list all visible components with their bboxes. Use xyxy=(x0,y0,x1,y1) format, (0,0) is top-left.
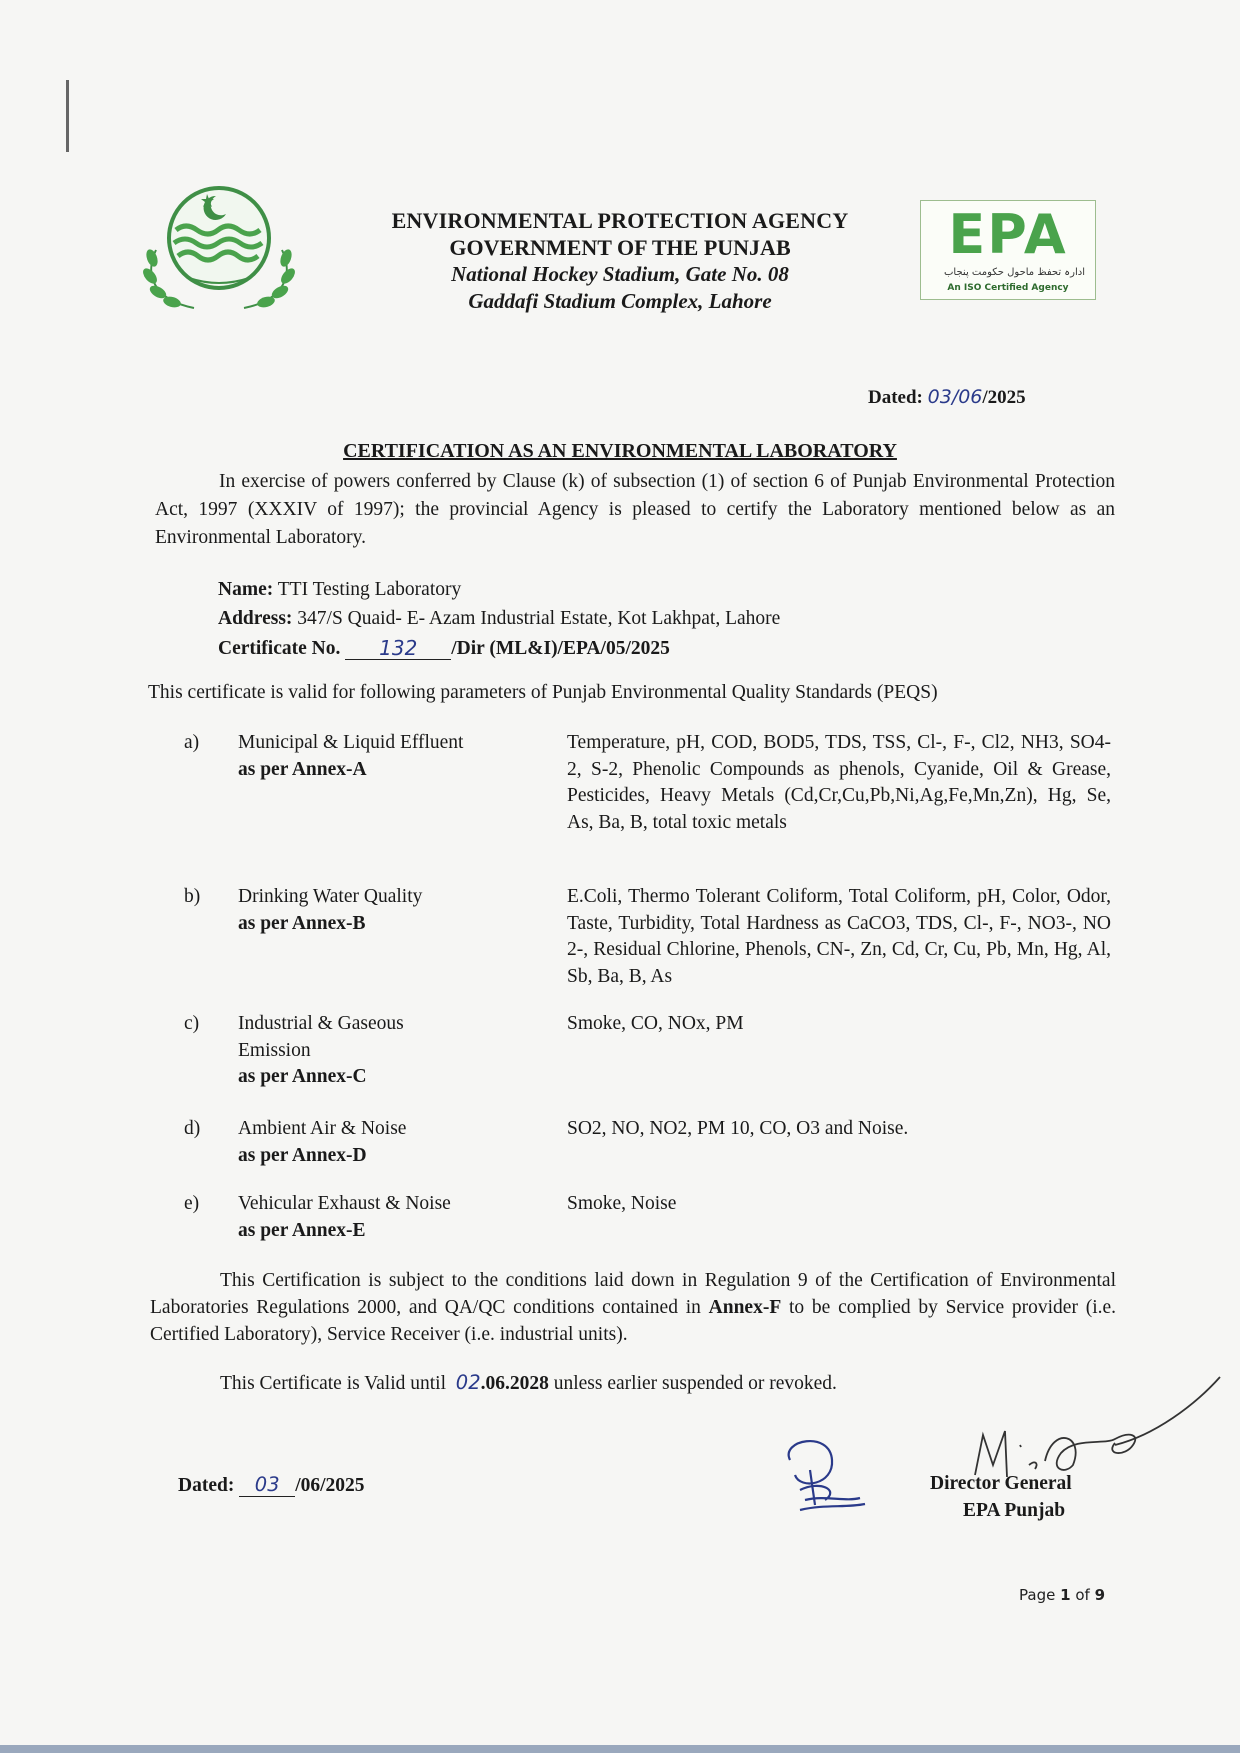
page-total: 9 xyxy=(1094,1586,1106,1604)
lab-address-line xyxy=(218,608,780,630)
row-category xyxy=(238,1191,538,1244)
category-annex: as per Annex-A xyxy=(238,758,367,780)
row-parameters: SO2, NO, NO2, PM 10, CO, O3 and Noise. xyxy=(567,1118,909,1139)
validity-line xyxy=(220,1371,837,1395)
lab-address: 347/S Quaid- E- Azam Industrial Estate, Kot Lakhpat, Lahore xyxy=(297,608,781,629)
epa-logo xyxy=(920,200,1096,300)
conditions-paragraph xyxy=(150,1267,1116,1348)
government-name: GOVERNMENT OF THE PUNJAB xyxy=(449,235,791,260)
signatory-org: EPA Punjab xyxy=(963,1500,1066,1521)
row-parameters: Smoke, Noise xyxy=(567,1193,677,1214)
certificate-number-handwritten: 132 xyxy=(345,637,451,660)
category-annex: as per Annex-B xyxy=(238,912,366,934)
category-annex: as per Annex-E xyxy=(238,1219,366,1241)
validity-text-after: unless earlier suspended or revoked. xyxy=(553,1373,837,1394)
dated-bottom-rest: /06/2025 xyxy=(295,1475,365,1496)
certificate-number-line xyxy=(218,637,670,660)
dated-top-label: Dated: xyxy=(868,387,923,408)
lab-name-label: Name: xyxy=(218,579,274,600)
dated-bottom-handwritten: 03 xyxy=(239,1473,295,1497)
validity-date-rest: .06.2028 xyxy=(480,1373,549,1394)
initials-signature xyxy=(770,1430,880,1520)
scan-edge-mark xyxy=(66,80,69,152)
row-letter: b) xyxy=(184,886,201,907)
category-name: Drinking Water Quality xyxy=(238,886,423,907)
page-label: Page xyxy=(1019,1586,1056,1604)
scan-bottom-edge xyxy=(0,1745,1240,1753)
row-parameters: E.Coli, Thermo Tolerant Coliform, Total Coliform, pH, Color, Odor, Taste, Turbidity, Total Hardness as CaCO3, TDS, Cl-, F-, NO3-, NO 2-, Residual Chlorine, Phenols, CN-, Zn, Cd, Cr, Cu, Pb, Mn, Hg, Al, Sb, Ba, B, As xyxy=(567,886,1111,987)
epa-logo-iso: An ISO Certified Agency xyxy=(947,283,1069,293)
dated-top-year: /2025 xyxy=(982,387,1026,408)
director-signature xyxy=(965,1365,1225,1485)
lab-name: TTI Testing Laboratory xyxy=(277,579,462,600)
valid-parameters-intro: This certificate is valid for following parameters of Punjab Environmental Quality Standards (PEQS) xyxy=(148,682,938,703)
agency-address-line2: Gaddafi Stadium Complex, Lahore xyxy=(468,289,772,313)
intro-paragraph: In exercise of powers conferred by Clause (k) of subsection (1) of section 6 of Punjab Environmental Protection Act, 1997 (XXXIV of 1997); the provincial Agency is pleased to certify the Laboratory mentioned below as an Environmental Laboratory. xyxy=(155,471,1115,548)
lab-address-label: Address: xyxy=(218,608,293,629)
lab-name-line xyxy=(218,579,461,601)
category-name-line2: Emission xyxy=(238,1039,311,1061)
dated-top-handwritten: 03/06 xyxy=(927,386,983,408)
page-number xyxy=(1019,1586,1105,1604)
row-category xyxy=(238,1011,538,1091)
epa-logo-urdu: ادارہ تحفظ ماحول حکومت پنجاب xyxy=(944,267,1085,278)
conditions-text-before: This Certification is subject to the conditions laid down in Regulation 9 of the Certification of Environmental Laboratories Regulations 2000, and QA/QC conditions contained in xyxy=(150,1270,1116,1318)
signatory-title: Director General xyxy=(930,1473,1072,1494)
certificate-number-suffix: /Dir (ML&I)/EPA/05/2025 xyxy=(451,638,670,659)
category-annex: as per Annex-C xyxy=(238,1066,367,1087)
category-annex: as per Annex-D xyxy=(238,1144,367,1166)
dated-top xyxy=(868,386,1026,409)
validity-date-handwritten: 02 xyxy=(455,1371,481,1394)
agency-address-line1: National Hockey Stadium, Gate No. 08 xyxy=(451,262,789,286)
epa-logo-text: EPA xyxy=(948,203,1068,266)
conditions-text-after: to be complied by Service provider (i.e. Certified Laboratory), Service Receiver (i.e. industrial units). xyxy=(150,1297,1117,1345)
row-letter: a) xyxy=(184,732,200,753)
row-parameters: Smoke, CO, NOx, PM xyxy=(567,1013,744,1034)
category-name-line1: Industrial & Gaseous xyxy=(238,1013,404,1034)
page-of: of xyxy=(1075,1586,1090,1604)
dated-bottom xyxy=(178,1473,365,1497)
row-parameters: Temperature, pH, COD, BOD5, TDS, TSS, Cl-, F-, Cl2, NH3, SO4-2, S-2, Phenolic Compounds as phenols, Cyanide, Oil & Grease, Pesticides, Heavy Metals (Cd,Cr,Cu,Pb,Ni,Ag,Fe,Mn,Zn), Hg, Se, As, Ba, B, total toxic metals xyxy=(567,732,1111,833)
agency-name: ENVIRONMENTAL PROTECTION AGENCY xyxy=(391,208,849,233)
category-name: Ambient Air & Noise xyxy=(238,1118,407,1139)
certificate-number-label: Certificate No. xyxy=(218,638,341,659)
dated-bottom-label: Dated: xyxy=(178,1475,235,1496)
category-name: Vehicular Exhaust & Noise xyxy=(238,1193,451,1214)
row-category xyxy=(238,1116,538,1169)
row-letter: e) xyxy=(184,1193,200,1214)
category-name: Municipal & Liquid Effluent xyxy=(238,732,464,753)
row-letter: c) xyxy=(184,1013,200,1034)
validity-text-before: This Certificate is Valid until xyxy=(220,1373,447,1394)
row-category xyxy=(238,730,538,783)
conditions-annex: Annex-F xyxy=(708,1297,782,1318)
row-category xyxy=(238,884,538,937)
page-current: 1 xyxy=(1060,1586,1071,1604)
row-letter: d) xyxy=(184,1118,201,1139)
certificate-title: CERTIFICATION AS AN ENVIRONMENTAL LABORATORY xyxy=(343,440,897,462)
